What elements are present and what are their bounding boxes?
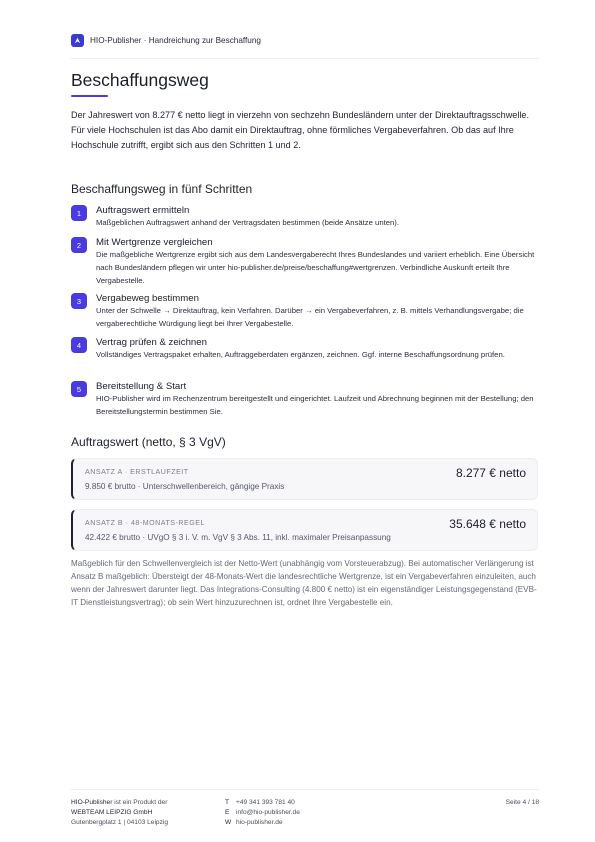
step-text: Die maßgebliche Wertgrenze ergibt sich aus dem Landesvergaberecht Ihres Bundeslandes und variiert erheblich. Eine Übersicht nach Bundesländern pflegen wir unter hio-publisher.de/preise/beschaffung#wertgrenzen. Verbindliche Auskunft erteilt Ihre Vergabestelle.	[96, 250, 535, 285]
step-number-badge: 4	[71, 337, 87, 353]
card-value: 35.648 € netto	[449, 517, 526, 531]
web-key: W	[225, 819, 232, 827]
footer-company-name: WEBTEAM LEIPZIG GmbH	[71, 809, 153, 817]
footer-company	[71, 798, 168, 829]
page-footer	[71, 789, 539, 829]
threshold-note: Maßgeblich für den Schwellenvergleich ist der Netto-Wert (unabhängig vom Vorsteuerabzug). Bei automatischer Verlängerung ist Ansatz B maßgeblich: Übersteigt der 48-Monats-Wert die landesrechtliche Wertgrenze, ist ein Vergabeverfahren einzuleiten, auch wenn der Jahreswert darunter liegt. Das Integrations-Consulting (4.800 € netto) ist ein eigenständiger Leistungsgegenstand (EVB-IT Dienstleistungsvertrag); ob sein Wert hinzuzurechnen ist, ordnet Ihre Vergabestelle ein.	[71, 559, 537, 607]
page-header	[71, 33, 539, 59]
page-number: Seite 4 / 18	[505, 799, 539, 806]
card-subtext: 9.850 € brutto · Unterschwellenbereich, gängige Praxis	[85, 482, 285, 491]
title-underline	[71, 95, 108, 97]
hio-logo-icon	[71, 34, 84, 47]
phone-key: T	[225, 799, 230, 806]
step-text: Unter der Schwelle → Direktauftrag, kein Verfahren. Darüber → ein Vergabeverfahren, z. B. mittels Verhandlungsvergabe; die vergaberechtliche Würdigung liegt bei Ihrer Vergabestelle.	[96, 306, 524, 328]
footer-address: Gutenbergplatz 1 | 04103 Leipzig	[71, 819, 169, 827]
step-number-badge: 2	[71, 237, 87, 253]
step-number-badge: 3	[71, 293, 87, 309]
step-text: Vollständiges Vertragspaket erhalten, Auftraggeberdaten ergänzen, zeichnen. Ggf. interne Beschaffungsordnung prüfen.	[96, 350, 505, 359]
step-number-badge: 5	[71, 381, 87, 397]
step-title: Bereitstellung & Start	[96, 381, 187, 392]
card-subtext: 42.422 € brutto · UVgO § 3 i. V. m. VgV § 3 Abs. 11, inkl. maximaler Preisanpassung	[85, 533, 391, 542]
step-title: Mit Wertgrenze vergleichen	[96, 237, 213, 248]
footer-phone[interactable]: +49 341 393 781 40	[236, 799, 295, 806]
email-key: E	[225, 809, 230, 817]
value-card-b	[71, 509, 538, 551]
value-card-a	[71, 458, 538, 500]
footer-contact	[225, 798, 300, 829]
footer-brand: HIO-Publisher	[71, 799, 113, 806]
footer-email[interactable]: info@hio-publisher.de	[236, 809, 300, 817]
step-text: HIO-Publisher wird im Rechenzentrum bereitgestellt und eingerichtet. Laufzeit und Abrechnung beginnen mit der Bestellung; den Bereitstellungstermin bestimmen Sie.	[96, 394, 534, 416]
steps-heading: Beschaffungsweg in fünf Schritten	[71, 182, 253, 196]
footer-website[interactable]: hio-publisher.de	[236, 819, 283, 827]
step-title: Vergabeweg bestimmen	[96, 293, 199, 304]
card-label: ANSATZ A · ERSTLAUFZEIT	[85, 468, 189, 476]
step-number-badge: 1	[71, 205, 87, 221]
footer-product-of: ist ein Produkt der	[112, 799, 168, 806]
page-title: Beschaffungsweg	[71, 70, 209, 90]
value-heading: Auftragswert (netto, § 3 VgV)	[71, 435, 226, 449]
step-title: Auftragswert ermitteln	[96, 205, 190, 216]
header-title: HIO-Publisher · Handreichung zur Beschaffung	[90, 36, 261, 45]
step-text: Maßgeblichen Auftragswert anhand der Vertragsdaten bestimmen (beide Ansätze unten).	[96, 218, 399, 227]
intro-paragraph: Der Jahreswert von 8.277 € netto liegt in vierzehn von sechzehn Bundesländern unter der Direktauftragsschwelle. Für viele Hochschulen ist das Abo damit ein Direktauftrag, ohne förmliches Vergabeverfahren. Ob das auf Ihre Hochschule zutrifft, ergibt sich aus den Schritten 1 und 2.	[71, 110, 529, 150]
card-label: ANSATZ B · 48-MONATS-REGEL	[85, 519, 205, 527]
step-title: Vertrag prüfen & zeichnen	[96, 337, 207, 348]
card-value: 8.277 € netto	[455, 466, 526, 480]
